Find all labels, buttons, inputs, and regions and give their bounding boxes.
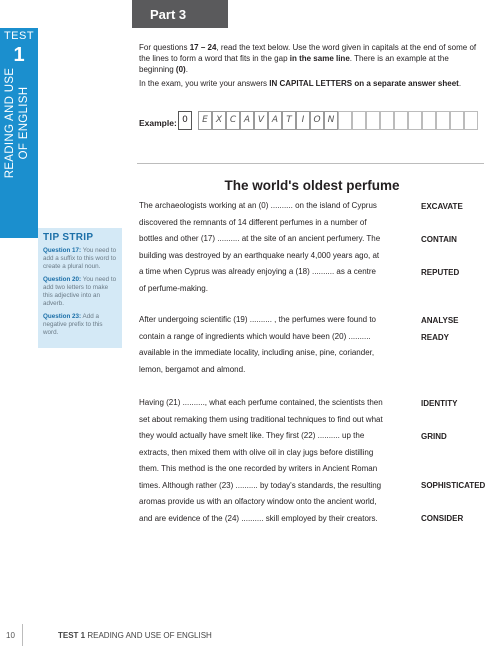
passage-title: The world's oldest perfume: [224, 178, 400, 193]
keyword: READY: [421, 333, 450, 342]
passage-line: a time when Cyprus was already enjoying a (18) .......... as a centre: [139, 267, 376, 276]
passage-paragraph-3: [139, 395, 409, 527]
tip-item-label: Question 23:: [43, 313, 82, 320]
part-tab: Part 3: [132, 0, 228, 28]
example-label: Example:: [139, 118, 177, 128]
keyword: CONSIDER: [421, 514, 464, 523]
passage-line: bottles and other (17) .......... at the site of an ancient perfumery. The: [139, 234, 381, 243]
passage-line: times. Although rather (23) .......... by today's standards, the resulting: [139, 480, 382, 490]
passage-paragraph-1: [139, 198, 409, 297]
example-letter-box: I: [296, 111, 310, 130]
tip-item: [43, 247, 117, 271]
passage-line: Having (21) .........., what each perfume contained, the scientists then: [139, 398, 383, 407]
example-blank-box: [352, 111, 366, 130]
passage-line: they would actually have smelt like. They first (22) .......... up the: [139, 431, 365, 440]
passage-line: aromas provide us with an olfactory window onto the ancient world,: [139, 497, 377, 506]
section-title-line2: OF ENGLISH: [18, 86, 30, 160]
running-footer: [58, 631, 212, 640]
example-blank-box: [422, 111, 436, 130]
passage-line: extracts, then mixed them with olive oil in clay jugs before distilling: [139, 447, 374, 457]
passage-line: and are evidence of the (24) .......... skill employed by their creators.: [139, 513, 378, 523]
example-letter-box: O: [310, 111, 324, 130]
example-number-box: 0: [178, 111, 192, 130]
passage-line: After undergoing scientific (19) .......... , the perfumes were found to: [139, 315, 377, 324]
passage-line: contain a range of ingredients which would have been (20) ..........: [139, 331, 371, 341]
example-blank-box: [338, 111, 352, 130]
passage-paragraph-2: [139, 312, 409, 378]
test-label: TEST: [3, 30, 35, 42]
passage-line: discovered the remnants of 14 different perfumes in a number of: [139, 217, 367, 227]
tip-item: [43, 313, 117, 337]
tip-strip: [38, 228, 122, 348]
tip-strip-title: TIP STRIP: [43, 232, 94, 243]
keyword: SOPHISTICATED: [421, 481, 486, 490]
keyword: IDENTITY: [421, 399, 458, 408]
example-blank-box: [450, 111, 464, 130]
example-blank-box: [380, 111, 394, 130]
footer-section: READING AND USE OF ENGLISH: [87, 631, 212, 640]
keyword: REPUTED: [421, 268, 460, 277]
example-blank-box: [394, 111, 408, 130]
example-blank-box: [436, 111, 450, 130]
example-blank-box: [408, 111, 422, 130]
keyword: EXCAVATE: [421, 202, 463, 211]
example-blank-box: [464, 111, 478, 130]
passage-line: set about remaking them using traditional techniques to find out what: [139, 414, 383, 424]
tip-item-label: Question 17:: [43, 247, 82, 254]
keyword: CONTAIN: [421, 235, 457, 244]
example-letter-box: T: [282, 111, 296, 130]
passage-line: of perfume-making.: [139, 283, 208, 293]
instructions-paragraph-2: In the exam, you write your answers IN CAPITAL LETTERS on a separate answer sheet.: [139, 79, 462, 88]
tip-item-label: Question 20:: [43, 276, 82, 283]
passage-line: lemon, bergamot and almond.: [139, 364, 246, 374]
example-blank-box: [366, 111, 380, 130]
example-letter-box: A: [240, 111, 254, 130]
example-letter-box: V: [254, 111, 268, 130]
example-letter-box: N: [324, 111, 338, 130]
footer-divider: [22, 624, 23, 646]
tip-item-text: You need to add a suffix to this word to create a plural noun.: [43, 247, 117, 270]
example-letter-box: A: [268, 111, 282, 130]
instructions-paragraph-1: For questions 17 – 24, read the text below. Use the word given in capitals at the end of some of the lines to form a word that fits in the gap in the same line. There is an example at the beginning (0).: [139, 43, 477, 74]
example-letter-box: C: [226, 111, 240, 130]
keyword: ANALYSE: [421, 316, 459, 325]
footer-test: TEST 1: [58, 631, 86, 640]
section-title-line1: READING AND USE: [4, 67, 16, 179]
divider: [137, 163, 484, 164]
page-number: 10: [6, 631, 15, 640]
passage-line: building was destroyed by an earthquake nearly 4,000 years ago, at: [139, 250, 380, 260]
section-title-vertical: [3, 18, 31, 228]
tip-item: [43, 276, 117, 308]
tip-item-text: You need to add two letters to make this adjective into an adverb.: [43, 276, 117, 307]
passage-line: The archaeologists working at an (0) .......... on the island of Cyprus: [139, 201, 377, 210]
passage-line: available in the immediate locality, including anise, pine, coriander,: [139, 348, 375, 357]
tip-item-text: Add a negative prefix to this word.: [43, 313, 103, 336]
test-number: 1: [13, 44, 25, 66]
keyword: GRIND: [421, 432, 447, 441]
passage-line: them. This method is the one recorded by writers in Ancient Roman: [139, 464, 378, 473]
example-letter-box: E: [198, 111, 212, 130]
example-letter-box: X: [212, 111, 226, 130]
